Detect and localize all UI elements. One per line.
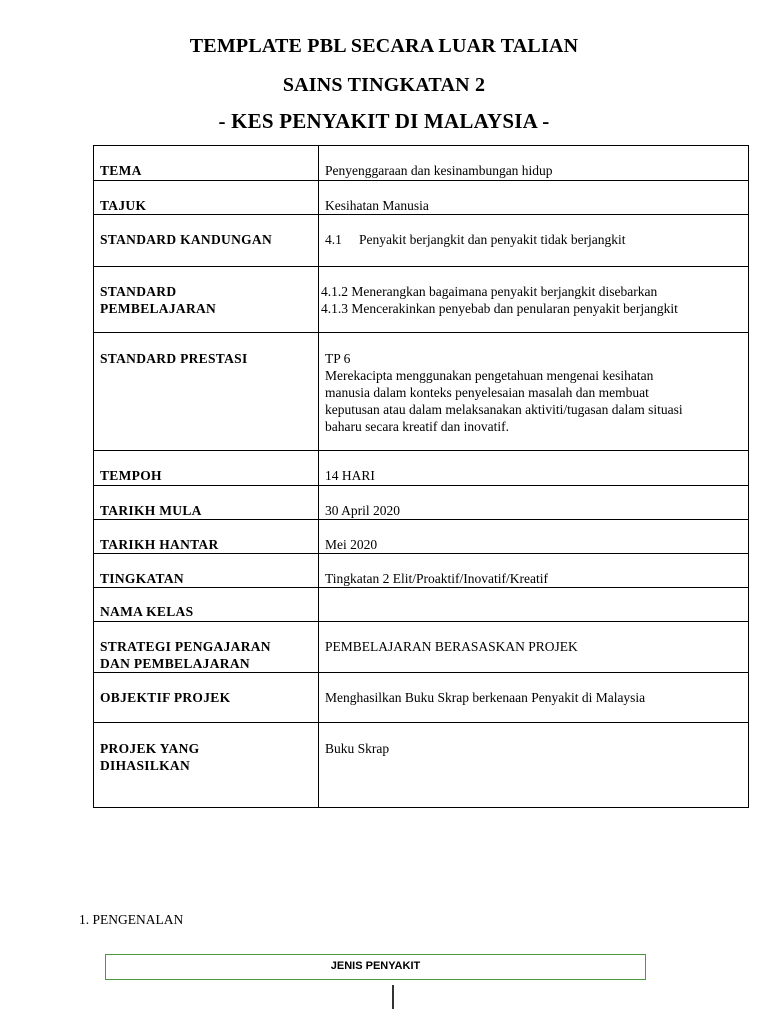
label-standard-prestasi: STANDARD PRESTASI xyxy=(100,351,248,366)
value-tingkatan: Tingkatan 2 Elit/Proaktif/Inovatif/Kreatif xyxy=(325,571,548,586)
table-row-standard-prestasi xyxy=(94,333,749,451)
prestasi-desc-line3: keputusan atau dalam melaksanakan aktiviti/tugasan dalam situasi xyxy=(325,402,683,417)
table-row-tajuk xyxy=(94,181,749,215)
table-row-objektif xyxy=(94,673,749,723)
label-standard-pembelajaran-line2: PEMBELAJARAN xyxy=(100,301,217,316)
prestasi-desc-line1: Merekacipta menggunakan pengetahuan mengenai kesihatan xyxy=(325,368,654,383)
table-row-standard-pembelajaran xyxy=(94,267,749,333)
label-objektif: OBJEKTIF PROJEK xyxy=(100,690,231,705)
value-nama-kelas xyxy=(319,588,748,603)
table-row-tempoh xyxy=(94,451,749,486)
table-row-tingkatan xyxy=(94,554,749,588)
label-projek-line1: PROJEK YANG xyxy=(100,741,200,756)
label-standard-pembelajaran-line1: STANDARD xyxy=(100,284,177,299)
value-tempoh: 14 HARI xyxy=(325,468,375,483)
value-tarikh-hantar: Mei 2020 xyxy=(325,537,378,552)
label-nama-kelas: NAMA KELAS xyxy=(100,604,194,619)
kandungan-number: 4.1 xyxy=(325,232,342,247)
value-tarikh-mula: 30 April 2020 xyxy=(325,503,401,518)
document-title: TEMPLATE PBL SECARA LUAR TALIAN xyxy=(189,35,579,57)
section-heading-pengenalan: 1. PENGENALAN xyxy=(79,912,184,927)
prestasi-tp: TP 6 xyxy=(325,351,351,366)
value-tema: Penyenggaraan dan kesinambungan hidup xyxy=(325,163,553,178)
label-standard-kandungan: STANDARD KANDUNGAN xyxy=(100,232,273,247)
table-row-projek xyxy=(94,723,749,808)
label-tajuk: TAJUK xyxy=(100,198,147,213)
value-standard-kandungan: Penyakit berjangkit dan penyakit tidak berjangkit xyxy=(359,232,626,247)
label-tingkatan: TINGKATAN xyxy=(100,571,184,586)
prestasi-desc-line4: baharu secara kreatif dan inovatif. xyxy=(325,419,510,434)
value-strategi: PEMBELAJARAN BERASASKAN PROJEK xyxy=(325,639,578,654)
value-objektif: Menghasilkan Buku Skrap berkenaan Penyakit di Malaysia xyxy=(325,690,646,705)
label-tarikh-mula: TARIKH MULA xyxy=(100,503,202,518)
table-row-standard-kandungan xyxy=(94,215,749,267)
pbl-info-table xyxy=(93,145,749,808)
label-tema: TEMA xyxy=(100,163,142,178)
document-subtitle: SAINS TINGKATAN 2 xyxy=(282,74,486,96)
value-standard-pembelajaran-line2: 4.1.3 Mencerakinkan penyebab dan penularan penyakit berjangkit xyxy=(321,301,678,316)
jenis-penyakit-box: JENIS PENYAKIT xyxy=(105,954,646,980)
label-tempoh: TEMPOH xyxy=(100,468,162,483)
label-strategi-line1: STRATEGI PENGAJARAN xyxy=(100,639,271,654)
document-case-title: - KES PENYAKIT DI MALAYSIA - xyxy=(218,109,550,133)
table-row-nama-kelas xyxy=(94,588,749,622)
label-tarikh-hantar: TARIKH HANTAR xyxy=(100,537,219,552)
value-tajuk: Kesihatan Manusia xyxy=(325,198,429,213)
label-projek-line2: DIHASILKAN xyxy=(100,758,191,773)
value-standard-pembelajaran-line1: 4.1.2 Menerangkan bagaimana penyakit berjangkit disebarkan xyxy=(321,284,658,299)
prestasi-desc-line2: manusia dalam konteks penyelesaian masalah dan membuat xyxy=(325,385,649,400)
value-projek: Buku Skrap xyxy=(325,741,390,756)
table-row-strategi xyxy=(94,622,749,673)
table-row-tema xyxy=(94,146,749,181)
table-row-tarikh-hantar xyxy=(94,520,749,554)
table-row-tarikh-mula xyxy=(94,486,749,520)
diagram-connector-line xyxy=(392,985,394,1009)
label-strategi-line2: DAN PEMBELAJARAN xyxy=(100,656,250,671)
